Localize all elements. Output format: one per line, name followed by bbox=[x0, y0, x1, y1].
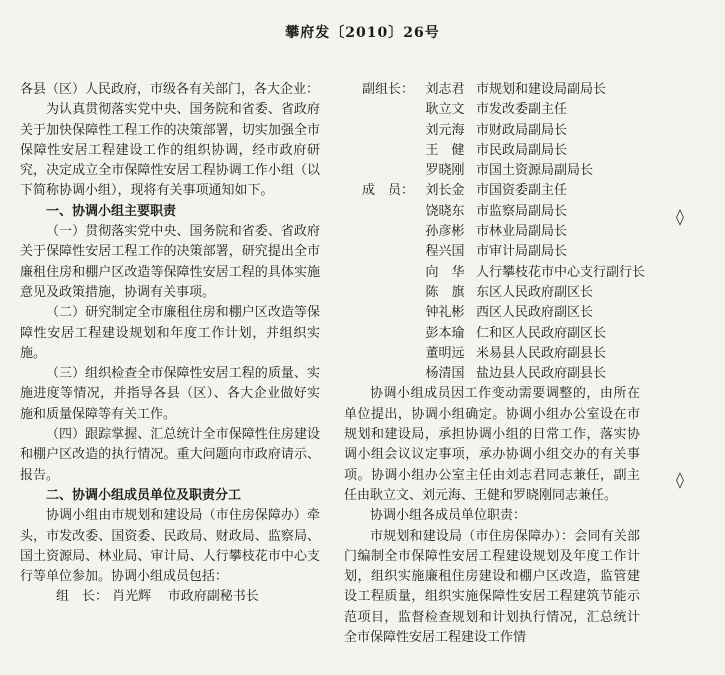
member-position: 市发改委副主任 bbox=[476, 102, 568, 118]
member-role bbox=[344, 161, 414, 181]
member-role: 副组长： bbox=[361, 82, 414, 97]
duties-title: 协调小组各成员单位职责： bbox=[370, 508, 527, 524]
member-position: 市国资委副主任 bbox=[476, 183, 568, 199]
member-role bbox=[344, 121, 414, 141]
member-role bbox=[344, 242, 414, 262]
member-position: 市监察局副局长 bbox=[476, 203, 568, 219]
member-position: 东区人民政府副区长 bbox=[476, 284, 594, 300]
member-name: 饶晓东 bbox=[425, 203, 465, 219]
member-name: 彭本瑜 bbox=[425, 325, 465, 341]
member-row bbox=[344, 100, 640, 120]
right-column bbox=[344, 80, 646, 648]
member-name: 陈 旗 bbox=[425, 284, 465, 300]
member-position: 人行攀枝花市中心支行副行长 bbox=[476, 264, 646, 280]
member-row bbox=[344, 283, 640, 303]
member-name: 刘长金 bbox=[425, 183, 465, 199]
member-position: 市财政局副局长 bbox=[476, 122, 568, 138]
member-row bbox=[344, 202, 640, 222]
duty-2: （二）研究制定全市廉租住房和棚户区改造等保障性安居工程建设规划和年度工作计划，并组织实施。 bbox=[20, 305, 320, 361]
member-role bbox=[344, 303, 414, 323]
member-position: 市规划和建设局副局长 bbox=[476, 82, 607, 97]
salutation: 各县（区）人民政府，市级各有关部门，各大企业： bbox=[20, 82, 320, 97]
intro-paragraph: 为认真贯彻落实党中央、国务院和省委、省政府关于加快保障性工程工作的决策部署，切实加强全市保障性安居工程建设工作的组织协调，经市政府研究，决定成立全市保障性安居工程协调工作小组（以下简称协调小组），现将有关事项通知如下。 bbox=[20, 102, 320, 199]
member-position: 西区人民政府副区长 bbox=[476, 305, 594, 321]
member-position: 市国土资源局副局长 bbox=[476, 163, 594, 179]
member-name: 刘志君 bbox=[425, 82, 465, 97]
member-row bbox=[344, 121, 640, 141]
section-1-title: 一、协调小组主要职责 bbox=[46, 203, 177, 219]
member-role bbox=[344, 263, 414, 283]
binding-hole-mark: ◊ bbox=[676, 470, 684, 489]
member-position: 仁和区人民政府副区长 bbox=[476, 325, 607, 341]
member-name: 钟礼彬 bbox=[425, 305, 465, 321]
left-column bbox=[20, 80, 320, 608]
member-position: 市审计局副局长 bbox=[476, 244, 568, 260]
adjust-paragraph: 协调小组成员因工作变动需要调整的，由所在单位提出，协调小组确定。协调小组办公室设在市规划和建设局，承担协调小组的日常工作，落实协调小组会议议定事项，承办协调小组交办的有关事项。协调小组办公室主任由刘志君同志兼任，副主任由耿立文、刘元海、王健和罗晓刚同志兼任。 bbox=[344, 386, 640, 503]
member-position: 盐边县人民政府副县长 bbox=[476, 366, 607, 382]
member-role bbox=[344, 222, 414, 242]
member-row bbox=[344, 324, 640, 344]
duty-3: （三）组织检查全市保障性安居工程的质量、实施进度等情况，并指导各县（区）、各大企业做好实施和质量保障等有关工作。 bbox=[20, 366, 320, 422]
member-name: 罗晓刚 bbox=[425, 163, 465, 179]
member-role bbox=[344, 364, 414, 384]
leader-line bbox=[20, 587, 320, 607]
member-list bbox=[344, 80, 646, 384]
leader-name: 肖光辉 bbox=[112, 589, 152, 605]
duties-paragraph: 市规划和建设局（市住房保障办）：会同有关部门编制全市保障性安居工程建设规划及年度工作计划，组织实施廉租住房建设和棚户区改造，监管建设工程质量，组织实施保障性安居工程建筑节能示范项目，监督检查规划和计划执行情况，汇总统计全市保障性安居工程建设工作情 bbox=[344, 528, 640, 646]
duty-4: （四）跟踪掌握、汇总统计全市保障性住房建设和棚户区改造的执行情况。重大问题向市政府请示、报告。 bbox=[20, 427, 320, 483]
member-name: 王 健 bbox=[425, 142, 465, 158]
member-role bbox=[344, 283, 414, 303]
member-row bbox=[344, 141, 640, 161]
member-row bbox=[344, 364, 640, 384]
member-role bbox=[344, 202, 414, 222]
member-role: 成 员： bbox=[361, 183, 414, 199]
member-row bbox=[344, 181, 640, 201]
member-position: 市民政局副局长 bbox=[476, 142, 568, 158]
member-row bbox=[344, 80, 640, 100]
member-name: 刘元海 bbox=[425, 122, 465, 138]
section-2-title: 二、协调小组成员单位及职责分工 bbox=[46, 487, 242, 503]
member-row bbox=[344, 263, 646, 283]
leader-position: 市政府副秘书长 bbox=[167, 589, 259, 605]
section-2-text: 协调小组由市规划和建设局（市住房保障办）牵头，市发改委、国资委、民政局、财政局、监察局、国土资源局、林业局、审计局、人行攀枝花市中心支行等单位参加。协调小组成员包括： bbox=[20, 508, 320, 585]
document-number: 攀府发〔2010〕26号 bbox=[285, 25, 440, 41]
member-row bbox=[344, 161, 640, 181]
member-row bbox=[344, 222, 640, 242]
member-name: 程兴国 bbox=[425, 244, 465, 260]
member-name: 董明远 bbox=[425, 345, 465, 361]
leader-role: 组 长： bbox=[56, 589, 109, 605]
member-role bbox=[344, 141, 414, 161]
member-name: 向 华 bbox=[425, 264, 465, 280]
member-row bbox=[344, 303, 640, 323]
duty-1: （一）贯彻落实党中央、国务院和省委、省政府关于保障性安居工程工作的决策部署，研究提出全市廉租住房和棚户区改造等保障性安居工程的具体实施意见及政策措施，协调有关事项。 bbox=[20, 224, 320, 300]
member-row bbox=[344, 344, 640, 364]
member-row bbox=[344, 242, 640, 262]
binding-hole-mark: ◊ bbox=[676, 207, 684, 226]
member-role bbox=[344, 344, 414, 364]
member-role bbox=[344, 324, 414, 344]
member-position: 米易县人民政府副县长 bbox=[476, 345, 607, 361]
member-role bbox=[344, 100, 414, 120]
member-name: 孙彦彬 bbox=[425, 224, 465, 240]
member-name: 杨清国 bbox=[425, 366, 465, 382]
member-position: 市林业局副局长 bbox=[476, 224, 568, 240]
member-name: 耿立文 bbox=[425, 102, 465, 118]
